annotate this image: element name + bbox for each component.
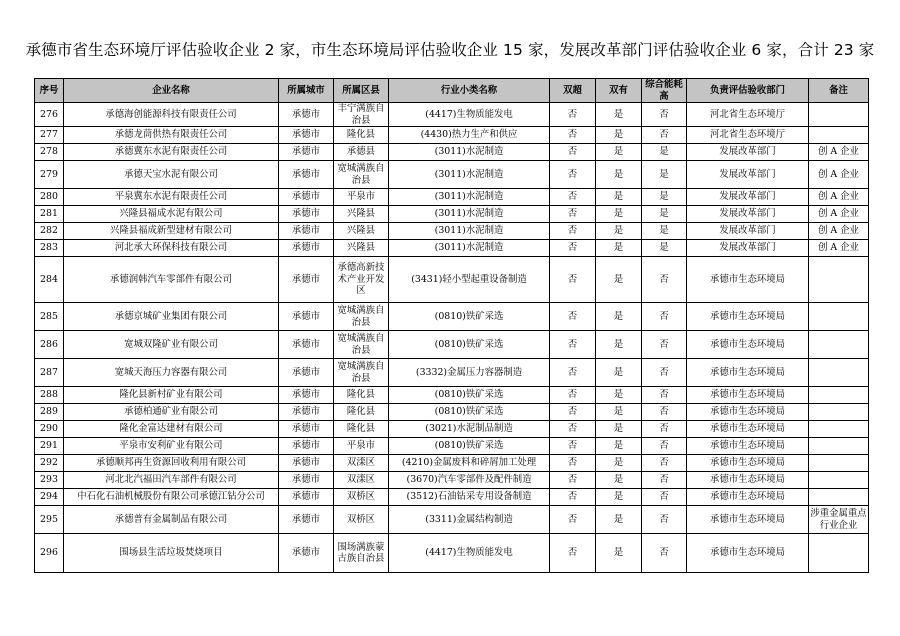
cell-energy: 否 xyxy=(642,257,687,303)
cell-dept: 承德市生态环境局 xyxy=(687,438,809,455)
cell-shuangyou: 是 xyxy=(596,189,642,206)
cell-industry: (4430)热力生产和供应 xyxy=(389,127,550,144)
cell-dept: 承德市生态环境局 xyxy=(687,359,809,387)
cell-dept: 河北省生态环境厅 xyxy=(687,103,809,127)
cell-no: 289 xyxy=(35,404,64,421)
cell-remark: 创 A 企业 xyxy=(809,240,869,257)
table-row xyxy=(35,455,869,472)
cell-county: 双滦区 xyxy=(334,455,389,472)
cell-city: 承德市 xyxy=(279,404,334,421)
cell-name: 承德润韩汽车零部件有限公司 xyxy=(64,257,279,303)
cell-remark: 创 A 企业 xyxy=(809,223,869,240)
cell-shuangchao: 否 xyxy=(550,303,596,331)
cell-remark xyxy=(809,438,869,455)
cell-dept: 承德市生态环境局 xyxy=(687,257,809,303)
cell-remark: 创 A 企业 xyxy=(809,144,869,161)
cell-city: 承德市 xyxy=(279,144,334,161)
cell-remark xyxy=(809,534,869,573)
cell-shuangyou: 是 xyxy=(596,257,642,303)
cell-remark xyxy=(809,421,869,438)
cell-name: 承德天宝水泥有限公司 xyxy=(64,161,279,189)
cell-energy: 是 xyxy=(642,240,687,257)
cell-energy: 否 xyxy=(642,506,687,534)
cell-remark: 创 A 企业 xyxy=(809,189,869,206)
cell-city: 承德市 xyxy=(279,438,334,455)
cell-city: 承德市 xyxy=(279,472,334,489)
cell-no: 286 xyxy=(35,331,64,359)
table-header xyxy=(35,79,869,103)
cell-city: 承德市 xyxy=(279,359,334,387)
cell-energy: 否 xyxy=(642,359,687,387)
cell-no: 284 xyxy=(35,257,64,303)
cell-city: 承德市 xyxy=(279,189,334,206)
cell-name: 承德普有金属制品有限公司 xyxy=(64,506,279,534)
cell-dept: 发展改革部门 xyxy=(687,223,809,240)
table-row xyxy=(35,489,869,506)
cell-shuangchao: 否 xyxy=(550,506,596,534)
cell-energy: 否 xyxy=(642,534,687,573)
cell-shuangyou: 是 xyxy=(596,144,642,161)
cell-city: 承德市 xyxy=(279,223,334,240)
cell-shuangyou: 是 xyxy=(596,359,642,387)
cell-county: 宽城满族自治县 xyxy=(334,161,389,189)
cell-no: 288 xyxy=(35,387,64,404)
cell-shuangchao: 否 xyxy=(550,455,596,472)
cell-shuangchao: 否 xyxy=(550,161,596,189)
cell-city: 承德市 xyxy=(279,303,334,331)
cell-no: 293 xyxy=(35,472,64,489)
header-row xyxy=(35,79,869,103)
cell-no: 276 xyxy=(35,103,64,127)
cell-name: 承德海创能源科技有限责任公司 xyxy=(64,103,279,127)
cell-dept: 承德市生态环境局 xyxy=(687,421,809,438)
cell-no: 291 xyxy=(35,438,64,455)
cell-shuangyou: 是 xyxy=(596,240,642,257)
cell-energy: 是 xyxy=(642,161,687,189)
cell-dept: 承德市生态环境局 xyxy=(687,303,809,331)
cell-shuangchao: 否 xyxy=(550,257,596,303)
cell-industry: (0810)铁矿采选 xyxy=(389,404,550,421)
cell-dept: 河北省生态环境厅 xyxy=(687,127,809,144)
cell-dept: 承德市生态环境局 xyxy=(687,331,809,359)
cell-energy: 否 xyxy=(642,404,687,421)
cell-dept: 承德市生态环境局 xyxy=(687,455,809,472)
cell-name: 中石化石油机械股份有限公司承德江钻分公司 xyxy=(64,489,279,506)
cell-county: 隆化县 xyxy=(334,421,389,438)
cell-shuangchao: 否 xyxy=(550,189,596,206)
header-county: 所属区县 xyxy=(334,79,389,103)
table-row xyxy=(35,103,869,127)
cell-industry: (4417)生物质能发电 xyxy=(389,103,550,127)
cell-shuangyou: 是 xyxy=(596,455,642,472)
cell-no: 290 xyxy=(35,421,64,438)
cell-county: 隆化县 xyxy=(334,127,389,144)
table-row xyxy=(35,144,869,161)
cell-remark: 涉重金属重点行业企业 xyxy=(809,506,869,534)
table-row xyxy=(35,438,869,455)
cell-remark xyxy=(809,359,869,387)
cell-no: 280 xyxy=(35,189,64,206)
cell-name: 承德京城矿业集团有限公司 xyxy=(64,303,279,331)
cell-no: 283 xyxy=(35,240,64,257)
cell-industry: (3311)金属结构制造 xyxy=(389,506,550,534)
header-no: 序号 xyxy=(35,79,64,103)
cell-industry: (3011)水泥制造 xyxy=(389,240,550,257)
header-remark: 备注 xyxy=(809,79,869,103)
cell-industry: (3021)水泥制品制造 xyxy=(389,421,550,438)
cell-name: 隆化县新村矿业有限公司 xyxy=(64,387,279,404)
table-row xyxy=(35,257,869,303)
table-row xyxy=(35,331,869,359)
cell-remark xyxy=(809,472,869,489)
cell-shuangyou: 是 xyxy=(596,489,642,506)
cell-name: 宽城双隆矿业有限公司 xyxy=(64,331,279,359)
cell-dept: 发展改革部门 xyxy=(687,144,809,161)
cell-county: 双桥区 xyxy=(334,489,389,506)
cell-county: 兴隆县 xyxy=(334,223,389,240)
cell-industry: (0810)铁矿采选 xyxy=(389,331,550,359)
cell-energy: 否 xyxy=(642,387,687,404)
cell-shuangchao: 否 xyxy=(550,421,596,438)
cell-county: 围场满族蒙古族自治县 xyxy=(334,534,389,573)
header-shuangyou: 双有 xyxy=(596,79,642,103)
table-row xyxy=(35,421,869,438)
cell-no: 292 xyxy=(35,455,64,472)
cell-city: 承德市 xyxy=(279,331,334,359)
cell-shuangyou: 是 xyxy=(596,127,642,144)
cell-shuangchao: 否 xyxy=(550,387,596,404)
cell-county: 宽城满族自治县 xyxy=(334,331,389,359)
cell-dept: 承德市生态环境局 xyxy=(687,404,809,421)
cell-city: 承德市 xyxy=(279,240,334,257)
cell-no: 277 xyxy=(35,127,64,144)
cell-city: 承德市 xyxy=(279,387,334,404)
header-energy: 综合能耗高 xyxy=(642,79,687,103)
cell-name: 兴隆县福成水泥有限公司 xyxy=(64,206,279,223)
table-row xyxy=(35,206,869,223)
cell-shuangchao: 否 xyxy=(550,127,596,144)
cell-dept: 发展改革部门 xyxy=(687,240,809,257)
table-row xyxy=(35,303,869,331)
cell-city: 承德市 xyxy=(279,421,334,438)
cell-no: 295 xyxy=(35,506,64,534)
table-row xyxy=(35,534,869,573)
cell-dept: 承德市生态环境局 xyxy=(687,506,809,534)
cell-industry: (4417)生物质能发电 xyxy=(389,534,550,573)
cell-city: 承德市 xyxy=(279,127,334,144)
header-city: 所属城市 xyxy=(279,79,334,103)
cell-shuangchao: 否 xyxy=(550,438,596,455)
cell-dept: 承德市生态环境局 xyxy=(687,489,809,506)
cell-remark xyxy=(809,387,869,404)
table-row xyxy=(35,223,869,240)
cell-remark: 创 A 企业 xyxy=(809,206,869,223)
cell-shuangyou: 是 xyxy=(596,506,642,534)
cell-shuangchao: 否 xyxy=(550,404,596,421)
cell-county: 平泉市 xyxy=(334,438,389,455)
table-row xyxy=(35,387,869,404)
cell-shuangyou: 是 xyxy=(596,103,642,127)
cell-energy: 否 xyxy=(642,303,687,331)
cell-no: 285 xyxy=(35,303,64,331)
cell-energy: 否 xyxy=(642,127,687,144)
cell-shuangyou: 是 xyxy=(596,206,642,223)
cell-dept: 承德市生态环境局 xyxy=(687,472,809,489)
table-body xyxy=(35,103,869,573)
cell-county: 宽城满族自治县 xyxy=(334,359,389,387)
cell-remark xyxy=(809,127,869,144)
cell-city: 承德市 xyxy=(279,455,334,472)
cell-city: 承德市 xyxy=(279,103,334,127)
cell-shuangyou: 是 xyxy=(596,421,642,438)
cell-shuangyou: 是 xyxy=(596,472,642,489)
cell-energy: 否 xyxy=(642,472,687,489)
table-row xyxy=(35,472,869,489)
cell-remark xyxy=(809,404,869,421)
cell-city: 承德市 xyxy=(279,489,334,506)
cell-shuangyou: 是 xyxy=(596,387,642,404)
cell-city: 承德市 xyxy=(279,506,334,534)
cell-industry: (3011)水泥制造 xyxy=(389,206,550,223)
cell-industry: (3431)轻小型起重设备制造 xyxy=(389,257,550,303)
cell-shuangchao: 否 xyxy=(550,240,596,257)
cell-remark xyxy=(809,103,869,127)
cell-county: 承德县 xyxy=(334,144,389,161)
cell-shuangchao: 否 xyxy=(550,223,596,240)
table-row xyxy=(35,404,869,421)
cell-no: 294 xyxy=(35,489,64,506)
cell-shuangchao: 否 xyxy=(550,144,596,161)
cell-energy: 是 xyxy=(642,223,687,240)
cell-shuangyou: 是 xyxy=(596,303,642,331)
cell-county: 承德高新技术产业开发区 xyxy=(334,257,389,303)
cell-county: 平泉市 xyxy=(334,189,389,206)
cell-shuangchao: 否 xyxy=(550,331,596,359)
cell-county: 宽城满族自治县 xyxy=(334,303,389,331)
cell-shuangchao: 否 xyxy=(550,103,596,127)
cell-shuangyou: 是 xyxy=(596,534,642,573)
table-row xyxy=(35,240,869,257)
cell-remark xyxy=(809,489,869,506)
cell-industry: (4210)金属废料和碎屑加工处理 xyxy=(389,455,550,472)
cell-city: 承德市 xyxy=(279,534,334,573)
cell-shuangyou: 是 xyxy=(596,331,642,359)
cell-no: 296 xyxy=(35,534,64,573)
cell-energy: 是 xyxy=(642,206,687,223)
cell-shuangchao: 否 xyxy=(550,206,596,223)
cell-remark xyxy=(809,455,869,472)
cell-name: 围场县生活垃圾焚烧项目 xyxy=(64,534,279,573)
cell-dept: 承德市生态环境局 xyxy=(687,534,809,573)
cell-name: 承德冀东水泥有限责任公司 xyxy=(64,144,279,161)
cell-county: 隆化县 xyxy=(334,404,389,421)
table-row xyxy=(35,189,869,206)
cell-dept: 承德市生态环境局 xyxy=(687,387,809,404)
cell-shuangyou: 是 xyxy=(596,161,642,189)
cell-dept: 发展改革部门 xyxy=(687,189,809,206)
page-title: 承德市省生态环境厅评估验收企业 2 家，市生态环境局评估验收企业 15 家，发展改革部门评估验收企业 6 家，合计 23 家 xyxy=(25,41,875,59)
cell-shuangchao: 否 xyxy=(550,472,596,489)
cell-remark: 创 A 企业 xyxy=(809,161,869,189)
cell-no: 282 xyxy=(35,223,64,240)
cell-dept: 发展改革部门 xyxy=(687,206,809,223)
cell-shuangyou: 是 xyxy=(596,404,642,421)
cell-industry: (0810)铁矿采选 xyxy=(389,303,550,331)
table-row xyxy=(35,127,869,144)
cell-county: 丰宁满族自治县 xyxy=(334,103,389,127)
header-shuangchao: 双超 xyxy=(550,79,596,103)
cell-shuangyou: 是 xyxy=(596,438,642,455)
cell-county: 兴隆县 xyxy=(334,206,389,223)
cell-no: 279 xyxy=(35,161,64,189)
cell-energy: 否 xyxy=(642,438,687,455)
cell-remark xyxy=(809,303,869,331)
cell-energy: 否 xyxy=(642,421,687,438)
cell-name: 承德顺邦再生资源回收利用有限公司 xyxy=(64,455,279,472)
cell-energy: 否 xyxy=(642,331,687,359)
cell-name: 平泉冀东水泥有限责任公司 xyxy=(64,189,279,206)
cell-remark xyxy=(809,257,869,303)
cell-county: 双桥区 xyxy=(334,506,389,534)
cell-shuangyou: 是 xyxy=(596,223,642,240)
header-name: 企业名称 xyxy=(64,79,279,103)
cell-no: 287 xyxy=(35,359,64,387)
cell-no: 278 xyxy=(35,144,64,161)
header-dept: 负责评估验收部门 xyxy=(687,79,809,103)
cell-industry: (3011)水泥制造 xyxy=(389,144,550,161)
cell-energy: 是 xyxy=(642,144,687,161)
cell-name: 平泉市安利矿业有限公司 xyxy=(64,438,279,455)
cell-industry: (3011)水泥制造 xyxy=(389,161,550,189)
table-row xyxy=(35,161,869,189)
cell-county: 兴隆县 xyxy=(334,240,389,257)
cell-industry: (3011)水泥制造 xyxy=(389,223,550,240)
cell-industry: (3670)汽车零部件及配件制造 xyxy=(389,472,550,489)
cell-name: 宽城天海压力容器有限公司 xyxy=(64,359,279,387)
cell-county: 双滦区 xyxy=(334,472,389,489)
cell-shuangchao: 否 xyxy=(550,534,596,573)
enterprise-table xyxy=(34,78,869,573)
cell-name: 隆化金富达建材有限公司 xyxy=(64,421,279,438)
cell-county: 隆化县 xyxy=(334,387,389,404)
cell-city: 承德市 xyxy=(279,161,334,189)
cell-industry: (3332)金属压力容器制造 xyxy=(389,359,550,387)
cell-industry: (3011)水泥制造 xyxy=(389,189,550,206)
cell-no: 281 xyxy=(35,206,64,223)
header-industry: 行业小类名称 xyxy=(389,79,550,103)
cell-industry: (3512)石油钻采专用设备制造 xyxy=(389,489,550,506)
cell-energy: 否 xyxy=(642,489,687,506)
table-row xyxy=(35,506,869,534)
cell-shuangchao: 否 xyxy=(550,359,596,387)
cell-name: 河北北汽福田汽车部件有限公司 xyxy=(64,472,279,489)
cell-energy: 否 xyxy=(642,103,687,127)
cell-industry: (0810)铁矿采选 xyxy=(389,438,550,455)
cell-city: 承德市 xyxy=(279,257,334,303)
table-row xyxy=(35,359,869,387)
cell-city: 承德市 xyxy=(279,206,334,223)
cell-name: 承德龙茼供热有限责任公司 xyxy=(64,127,279,144)
cell-energy: 否 xyxy=(642,455,687,472)
cell-industry: (0810)铁矿采选 xyxy=(389,387,550,404)
cell-name: 兴隆县福成新型建材有限公司 xyxy=(64,223,279,240)
cell-shuangchao: 否 xyxy=(550,489,596,506)
cell-remark xyxy=(809,331,869,359)
cell-energy: 是 xyxy=(642,189,687,206)
cell-name: 河北承大环保科技有限公司 xyxy=(64,240,279,257)
cell-dept: 发展改革部门 xyxy=(687,161,809,189)
cell-name: 承德柏通矿业有限公司 xyxy=(64,404,279,421)
